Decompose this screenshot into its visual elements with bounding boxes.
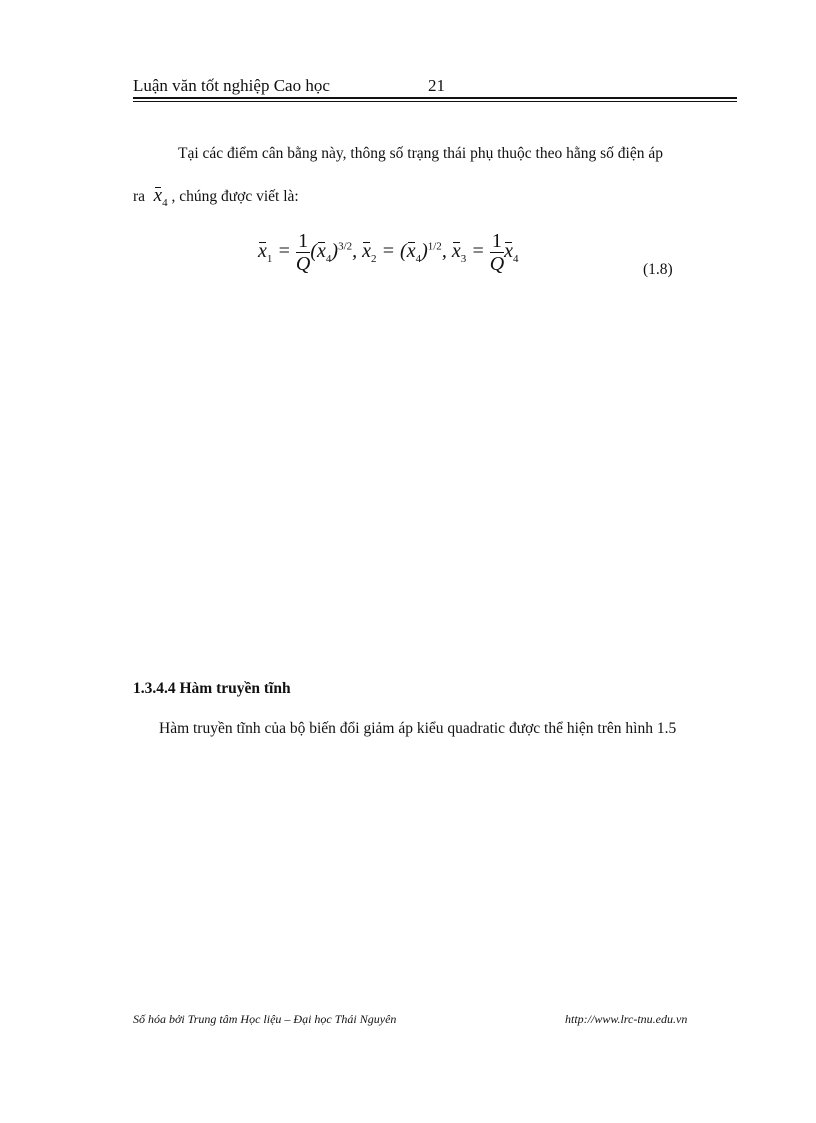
header-rule-thin bbox=[133, 101, 737, 102]
x4-variable: $x_4$ bbox=[153, 185, 168, 209]
paragraph-output-voltage bbox=[133, 185, 299, 210]
equation-1-8: $x_1$ = $\frac{1}{Q}$ $(x_4)^{3/2}$, $x_2 = (x_4)^{1/2}$, $x_3$ = $\frac{1}{Q}$ $x_4$ bbox=[258, 230, 519, 275]
fraction-1-over-Q: $\frac{1}{Q}$ bbox=[295, 230, 311, 275]
fraction-1-over-Q-2: $\frac{1}{Q}$ bbox=[489, 230, 505, 275]
footer-digitized-by: Số hóa bởi Trung tâm Học liệu – Đại học Thái Nguyên bbox=[133, 1012, 397, 1026]
footer-url: http://www.lrc-tnu.edu.vn bbox=[565, 1012, 688, 1026]
equation-number: (1.8) bbox=[643, 261, 673, 278]
page-number: 21 bbox=[428, 76, 445, 95]
paragraph-equilibrium: Tại các điểm cân bằng này, thông số trạng thái phụ thuộc theo hằng số điện áp bbox=[178, 145, 663, 162]
paragraph2-prefix: ra bbox=[133, 188, 146, 205]
paragraph-static-transfer: Hàm truyền tĩnh của bộ biến đổi giảm áp kiểu quadratic được thể hiện trên hình 1.5 bbox=[159, 720, 677, 737]
paragraph2-suffix: , chúng được viết là: bbox=[171, 188, 299, 205]
section-heading: 1.3.4.4 Hàm truyền tĩnh bbox=[133, 680, 291, 697]
header-rule-thick bbox=[133, 97, 737, 99]
header-title: Luận văn tốt nghiệp Cao học bbox=[133, 76, 330, 95]
